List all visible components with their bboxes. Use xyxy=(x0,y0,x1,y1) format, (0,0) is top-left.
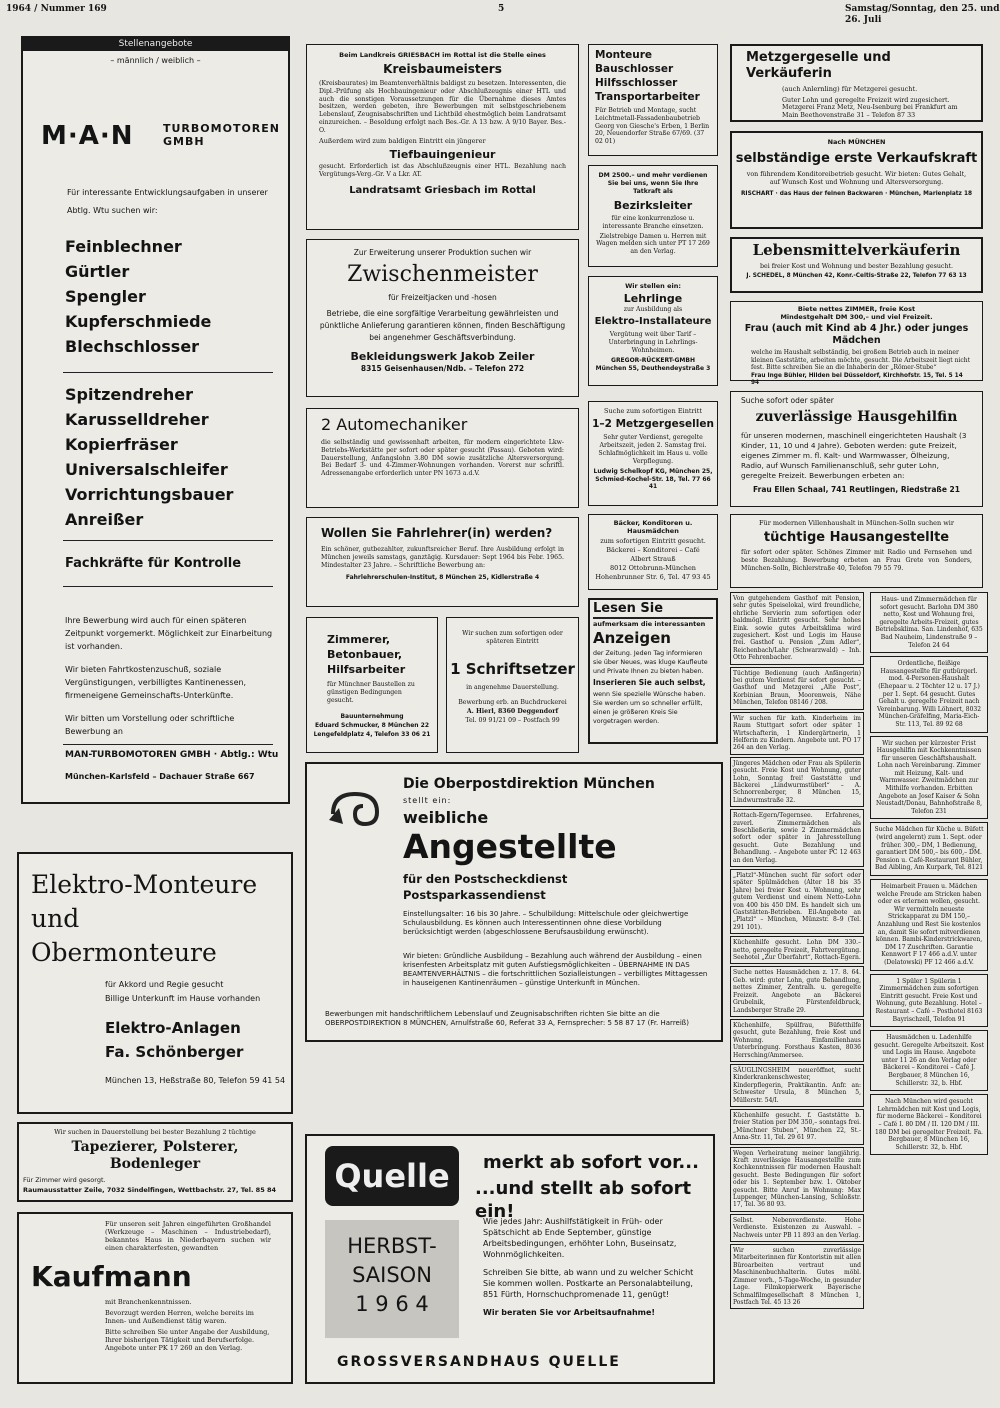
metzgergesellen-title: 1–2 Metzgergesellen xyxy=(592,418,714,431)
heimarbeit-ad: Heimarbeit Frauen u. Mädchen welche Freude am Stricken haben oder es erlernen wollen, gesucht. Wir vermitteln neueste Strickapparat zu DM 150,– Anzahlung und Rest Sie kostenlos an, damit Sie sofort mitverdienen können. Bambi-Kinderstrickwaren, DM 17 Zuschriften. Garantie Kennwort F 17 466 a.d.V. unter (Delatowski) PF 12 466 a.d.V. xyxy=(870,879,988,971)
monteure-title: Monteure Bauschlosser Hilfsschlosser Transportarbeiter xyxy=(595,49,700,103)
baecker-ad: Bäcker, Konditoren u. Hausmädchen zum sofortigen Eintritt gesucht. Bäckerei – Konditorei – Café Albert Strauß 8012 Ottobrunn-München Hohenbrunner Str. 6, Tel. 47 93 45 xyxy=(588,514,718,590)
zimmerer-ad: Zimmerer, Betonbauer, Hilfsarbeiter für Münchner Baustellen zu günstigen Bedingungen gesucht. Bauunternehmung Eduard Schmucker, 8 München 22 Lengefeldplatz 4, Telefon 33 06 21 xyxy=(306,617,438,753)
maedchen-aibling-ad: Suche Mädchen für Küche u. Büfett (wird angelernt) zum 1. Sept. oder früher. 300,– DM, 1 Bedienung, garantiert DM 500,– bis 600,– DM. Pension u. Café-Restaurant Bühler, Bad Aibling, Am Kurpark, Tel. 8121 xyxy=(870,822,988,876)
metzgergesellen-ad: Suche zum sofortigen Eintritt 1–2 Metzgergesellen Sehr guter Verdienst, geregelte Arbeitszeit, jeden 2. Samstag frei. Schlafmöglichkeit im Haus u. volle Verpflegung. Ludwig Schelkopf KG, München 25, Schmied-Kochel-Str. 18, Tel. 77 66 41 xyxy=(588,401,718,506)
man-paragraph-1: Ihre Bewerbung wird auch für einen späteren Zeitpunkt vorgemerkt. Möglichkeit zur Einarbeitung ist vorhanden. xyxy=(65,616,273,651)
verheiratung-ad: Wegen Verheiratung meiner langjährig. Kraft zuverlässige Hausangestellte zum Kochkenntnissen für modernen Haushalt gesucht. Beste Bedingungen für sofort oder bis 1. September bzw. 1. Oktober gesucht. Bitte Anruf in Wohnung: Max Luppenger, München-Lansing, Schloßstr. 17, Tel. 36 80 93. xyxy=(730,1147,864,1212)
elektro-monteure-ad: Elektro-Monteure und Obermonteure für Akkord und Regie gesucht Billige Unterkunft im Hause vorhanden Elektro-Anlagen Fa. Schönberger München 13, Heßstraße 80, Telefon 59 41 54 xyxy=(17,852,293,1114)
tapezierer-title: Tapezierer, Polsterer, Bodenleger xyxy=(71,1139,239,1173)
rottach-ad: Rottach-Egern/Tegernsee. Erfahrenes, zuverl. Zimmermädchen als Beschließerin, sowie 2 Zimmermädchen sofort oder später in Jahresstellung gesucht. Gute Bezahlung und Behandlung. – Angebote unter PC 12 463 an den Verlag. xyxy=(730,809,864,867)
hausangestellte-title: tüchtige Hausangestellte xyxy=(763,530,950,546)
frau-ad: Biete nettes ZIMMER, freie Kost Mindestgehalt DM 300,– und viel Freizeit. Frau (auch mit Kind ab 4 Jhr.) oder junges Mädchen welche im Haushalt selbständig, bei großem Betrieb auch in meiner kleinen Gaststätte, arbeiten möchte, gesucht. Die Arbeitszeit liegt nicht fest. Bitte schreiben Sie an die Inhaberin der „Römer-Stube“ Frau Inge Bühler, Hilden bei Düsseldorf, Kirchhofstr. 15, Tel. 5 14 94 xyxy=(730,301,983,381)
divider xyxy=(63,372,273,373)
haus-zimmermaedchen-ad: Haus- und Zimmermädchen für sofort gesucht. Barlohn DM 380 netto, Kost und Wohnung frei, geregelte Arbeits-Freizeit, gutes Betriebsklima. San. Lindenhof, 635 Bad Nauheim, Lindenstraße 9 – Telefon 24 64 xyxy=(870,592,988,653)
spueler-bayrischzell-ad: 1 Spüler 1 Spülerin 1 Zimmermädchen zum sofortigen Eintritt gesucht. Freie Kost und Wohnung, gute Bezahlung. Hotel – Restaurant – Café – Posthotel 8163 Bayrischzell, Telefon 91 xyxy=(870,974,988,1028)
verkaufskraft-title: selbständige erste Verkaufskraft xyxy=(735,151,978,167)
anzeigen-title: Anzeigen xyxy=(593,629,671,648)
divider xyxy=(63,744,273,745)
hausgehilfin-ad: Suche sofort oder später zuverlässige Hausgehilfin für unseren modernen, maschinell eingerichteten Haushalt (3 Kinder, 11, 10 und 4 Jahre). Geboten werden: gute Freizeit, eigenes Zimmer m. fl. Kalt- und Warmwasser, Ölheizung, Radio, auf Wunsch Familienanschluß, sehr guter Lohn, geregelte Freizeit. Bewerbungen erbeten an: Frau Ellen Schaal, 741 Reutlingen, Riedstraße 21 xyxy=(730,391,983,507)
section-subtitle: – männlich / weiblich – xyxy=(110,56,201,66)
tiefbau-title: Tiefbauingenieur xyxy=(389,147,496,161)
hausmaedchen-ad: Suche nettes Hausmädchen z. 17. 8. 64. Geb. wird: guter Lohn, gute Behandlung, nettes Zimmer, Zentralh. u. geregelte Freizeit. Angebote an Bäckerei Grubelnik, Fürstenfeldbruck, Landsberger Straße 29. xyxy=(730,966,864,1016)
lehrlinge-title: Lehrlinge xyxy=(623,292,683,306)
automechaniker-ad: 2 Automechaniker die selbständig und gewissenhaft arbeiten, für modern eingerichtete Lkw-Betriebs-Werkstätte per sofort oder später gesucht (Passau). Geboten wird: Dauerstellung, Anfangslohn 3.80 DM sowie zusätzliche Altersversorgung. Bei Bedarf 3- und 4-Zimmer-Wohnungen vorhanden. Vorerst nur schriftl. Adressenangabe erforderlich unter PN 1673 a.d.V. xyxy=(306,408,579,508)
tapezierer-ad: Wir suchen in Dauerstellung bei bester Bezahlung 2 tüchtige Tapezierer, Polsterer, Bodenleger Für Zimmer wird gesorgt. Raumausstatter Zeile, 7032 Sindelfingen, Wettbachstr. 27, Tel. 85 84 xyxy=(17,1122,293,1202)
elektro-title-2: und xyxy=(31,904,80,933)
section-title: Stellenangebote xyxy=(23,38,288,51)
man-address: München-Karlsfeld – Dachauer Straße 667 xyxy=(65,772,255,781)
saeuglingsheim-ad: SÄUGLINGSHEIM neueröffnet, sucht Kinderkrankenschwester, Kinderpflegerin, Praktikantin. Anfr. an: Schwester Ursula, 8 München 5, Müllerstr. 54/I. xyxy=(730,1064,864,1107)
zeiler-company: Bekleidungswerk Jakob Zeiler xyxy=(350,350,535,364)
servierin-ad: Von gutgehendem Gasthof mit Pension, sehr gutes Speiselokal, wird freundliche, ehrliche Servierin zum sofortigen oder baldmögl. Eintritt gesucht. Sehr hohes Eink. sowie gutes Arbeitsklima wird zugesichert. Kost und Logis im Hause frei. Gasthof u. Pension „Zum Adler“, Reichenbach/Lahr (Schwarzwald) – Inh. Otto Fehrenbacher. xyxy=(730,592,864,665)
elektro-company-1: Elektro-Anlagen xyxy=(105,1019,241,1037)
small-ads-column xyxy=(730,592,864,1394)
spuelerin-ad: Jüngeres Mädchen oder Frau als Spülerin gesucht. Freie Kost und Wohnung, guter Lohn, Sonntag frei! Gaststätte und Bäckerei „Lindwurmstüberl“ – A. Schnorrenberger, 8 München 15, Lindwurmstraße 32. xyxy=(730,757,864,807)
lehrmaedchen-ad: Nach München wird gesucht Lehrmädchen mit Kost und Logis, für moderne Bäckerei – Konditorei – Café I. 80 DM / II. 120 DM / III. 180 DM bei geregelter Freizeit. Fa. Bergbauer, 8 München 16, Schillerstr. 32, b. Hbf. xyxy=(870,1094,988,1155)
issue-number: 1964 / Nummer 169 xyxy=(6,4,107,14)
hausmaedchen-ladenhilfe-ad: Hausmädchen u. Ladenhilfe gesucht. Geregelte Arbeitszeit. Kost und Logis im Hause. Angebote unter 11 26 an den Verlag oder Bäckerei – Konditorei – Café J. Bergbauer, 8 München 16, Schillerstr. 32, b. Hbf. xyxy=(870,1030,988,1091)
zwischen-title: Zwischenmeister xyxy=(347,262,538,288)
job-list-1: Feinblechner Gürtler Spengler Kupferschmiede Blechschlosser xyxy=(65,237,212,356)
kaufmann-ad: Für unseren seit Jahren eingeführten Großhandel (Werkzeuge – Maschinen – Industriebedarf), bekanntes Haus in Niederbayern suchen wir einen charakterfesten, gewandten Kaufmann mit Branchenkenntnissen. Bevorzugt werden Herren, welche bereits im Innen- und Außendienst tätig waren. Bitte schreiben Sie unter Angabe der Ausbildung, Ihrer bisherigen Tätigkeit und Berufserfolge. Angebote unter PK 17 260 an den Verlag. xyxy=(17,1212,293,1384)
man-ad xyxy=(21,36,290,804)
monteure-ad: Monteure Bauschlosser Hilfsschlosser Transportarbeiter Für Betrieb und Montage, sucht Leichtmetall-Fassadenbaubetrieb Georg von Giesche's Erben, 1 Berlin 20, Neuendorfer Straße 67/69. (37 02 01) xyxy=(588,44,718,156)
schriftsetzer-title: 1 Schriftsetzer xyxy=(450,659,575,678)
elektro-title-3: Obermonteure xyxy=(31,938,217,967)
kinderheim-ad: Wir suchen für kath. Kinderheim im Raum Stuttgart sofort oder später 1 Wirtschafterin, 1 Kindergärtnerin, 1 Helferin zu Kindern. Angebote unt. PO 17 264 an den Verlag. xyxy=(730,712,864,755)
man-logo-text: TURBOMOTOREN GMBH xyxy=(163,122,280,148)
page-header xyxy=(0,0,1000,26)
man-company: MAN-TURBOMOTOREN GMBH · Abtlg.: Wtu xyxy=(65,750,279,760)
man-paragraph-2: Wir bieten Fahrtkostenzuschuß, soziale Vergünstigungen, verbilligtes Kantinenessen, firmeneigene Gemeinschafts-Unterkünfte. xyxy=(65,665,247,700)
forsthaus-ad: Küchenhilfe, Spülfrau, Büfetthilfe gesucht, gute Bezahlung, freie Kost und Wohnung. Einfamilienhaus Unterbringung. Forsthaus Kasten, 8036 Herrsching/Ammersee. xyxy=(730,1019,864,1062)
control-heading: Fachkräfte für Kontrolle xyxy=(65,556,242,571)
hausgehilfin-neustadt-ad: Wir suchen per kürzester Frist Hausgehilfin mit Kochkenntnissen für unseren Geschäftshaushalt. Lohn nach Vereinbarung. Zimmer mit Heizung, Kalt- und Warmwasser. Zweitmädchen zur Mithilfe vorhanden. Erbitten Angebote an Josef Kaiser & Sohn Neustadt/Donau, Bahnhofstraße 8, Telefon 231 xyxy=(870,736,988,820)
kreisbaumeister-ad: Beim Landkreis GRIESBACH im Rottal ist die Stelle eines Kreisbaumeisters (Kreisbaurates) im Beamtenverhältnis baldigst zu besetzen. Interessenten, die Dipl.-Prüfung als Hochbauingenieur oder Abschlußzeugnis einer HTL und auch die sonstigen Voraussetzungen für die Übernahme dieses Amtes besitzen, werden gebeten, ihre Bewerbungen mit selbstgeschriebenem Lebenslauf, Zeugnisabschriften und Lichtbild ehestmöglich beim Landratsamt einzureichen. – Besoldung erfolgt nach Bes.-Gr. A 13 bzw. A 9/10 Bayer. Bes.-O. Außerdem wird zum baldigen Eintritt ein jüngerer Tiefbauingenieur gesucht. Erforderlich ist das Abschlußzeugnis einer HTL. Bezahlung nach Vergütungs-Verg.-Gr. V a Lkr. AT. Landratsamt Griesbach im Rottal xyxy=(306,44,579,230)
man-intro: Für interessante Entwicklungsaufgaben in unserer Abtlg. Wtu suchen wir: xyxy=(67,188,268,215)
fahrlehrer-ad: Wollen Sie Fahrlehrer(in) werden? Ein schöner, gutbezahlter, zukunftsreicher Beruf. Ihre Ausbildung erfolgt in München jeweils samstags, ganztägig. Kursdauer: Sept 1964 bis Febr. 1965. Mindestalter 23 Jahre. – Schriftliche Bewerbung an: Fahrlehrerschulen-Institut, 8 München 25, Kidlerstraße 4 xyxy=(306,517,579,607)
quelle-logo: Quelle xyxy=(325,1146,459,1206)
issue-date: Samstag/Sonntag, den 25. und 26. Juli xyxy=(845,4,1000,26)
oberpostdirektion-ad: Die Oberpostdirektion München stellt ein: weibliche Angestellte für den Postscheckdienst Postsparkassendienst Einstellungsalter: 16 bis 30 Jahre. – Schulbildung: Mittelschule oder gleichwertige Schulausbildung. Es können auch Interessentinnen ohne diese Vorbildung berücksichtigt werden (abgeschlossene Berufsausbildung erwünscht). Wir bieten: Gründliche Ausbildung – Bezahlung auch während der Ausbildung – einen krisenfesten Arbeitsplatz mit guten Aufstiegsmöglichkeiten – ÜBERNAHME IN DAS BEAMTENVERHÄLTNIS – die fortschrittlichen Sozialleistungen – verbilligtes Mittagessen in hauseigenen Kantinenräumen – günstige Unterkunft in München. Bewerbungen mit handschriftlichem Lebenslauf und Zeugnisabschriften richten Sie bitte an die OBERPOSTDIREKTION 8 MÜNCHEN, Arnulfstraße 60, Referat 33 A, Fernsprecher: 5 58 87 17 (Fr. Harreiß) xyxy=(305,762,723,1042)
muenchner-stuben-ad: Küchenhilfe gesucht. f. Gaststätte b. freier Station per DM 350,– sonntags frei. „Münchner Stuben“, München 22, St.-Anna-Str. 11, Tel. 29 61 97. xyxy=(730,1109,864,1145)
man-logo: M·A·N xyxy=(41,121,134,151)
hausgehilfin-title: zuverlässige Hausgehilfin xyxy=(755,409,958,426)
platzl-ad: „Platzl“-München sucht für sofort oder später Spülmädchen (Alter 18 bis 35 Jahre) bei freier Kost u. Wohnung, sehr gutem Verdienst und einem Netto-Lohn von 400 bis 450 DM. Es handelt sich um Gaststätten-Betrieben. Eil-Angebote an „Platzl“ – München, Münzstr. 8–9 (Tel. 291 101). xyxy=(730,869,864,934)
lesen-sie-ad: Lesen Sie aufmerksam die interessanten Anzeigen der Zeitung. Jeden Tag informieren sie über Neues, was kluge Kaufleute und Private Ihnen zu bieten haben. Inserieren Sie auch selbst, wenn Sie spezielle Wünsche haben. Sie werden um so schneller erfüllt, einen je größeren Kreis Sie vorgetragen werden. xyxy=(588,598,718,744)
bezirksleiter-ad: DM 2500.– und mehr verdienen Sie bei uns, wenn Sie Ihre Tatkraft als Bezirksleiter für eine konkurrenzlose u. interessante Branche einsetzen. Zielstrebige Damen u. Herren mit Wagen melden sich unter PT 17 269 an den Verlag. xyxy=(588,165,718,267)
metzgergeselle-verkaeuferin-ad: Metzgergeselle und Verkäuferin (auch Anlernling) für Metzgerei gesucht. Guter Lohn und geregelte Freizeit wird zugesichert. Metzgerei Franz Metz, Neu-Isenburg bei Frankfurt am Main Beethovenstraße 31 – Telefon 87 33 xyxy=(730,44,983,122)
zimmerer-title: Zimmerer, Betonbauer, Hilfsarbeiter xyxy=(327,633,406,676)
verkaufskraft-ad: Nach MÜNCHEN selbständige erste Verkaufskraft von führendem Konditoreibetrieb gesucht. Wir bieten: Gutes Gehalt, auf Wunsch Kost und Wohnung und Altersversorgung. RISCHART · das Haus der feinen Backwaren · München, Marienplatz 18 xyxy=(730,131,983,229)
fahrlehrer-title: Wollen Sie Fahrlehrer(in) werden? xyxy=(321,526,553,540)
herbst-saison-box: HERBST- SAISON 1 9 6 4 xyxy=(325,1220,459,1338)
kreis-sign: Landratsamt Griesbach im Rottal xyxy=(349,184,536,196)
bezirksleiter-title: Bezirksleiter xyxy=(613,199,693,213)
divider xyxy=(63,586,273,587)
hausangestellte-solln-ad: Für modernen Villenhaushalt in München-Solln suchen wir tüchtige Hausangestellte für sofort oder später. Schönes Zimmer mit Radio und Fernsehen und beste Bezahlung. Bewerbung erbeten an Frau Grete von Sonders, München-Solln, Bichlerstraße 40, Telefon 79 55 79. xyxy=(730,514,983,588)
automech-title: 2 Automechaniker xyxy=(321,415,468,434)
right-ads-column xyxy=(870,592,988,1394)
kuechenhilfe-ad: Küchenhilfe gesucht. Lohn DM 330.– netto, geregelte Freizeit, Fahrtvergütung. Seehotel „Zur Überfahrt“, Rottach-Egern. xyxy=(730,936,864,964)
lebensmittelverkaeuferin-ad: Lebensmittelverkäuferin bei freier Kost und Wohnung und bester Bezahlung gesucht. J. SCHEDEL, 8 München 42, Konr.-Celtis-Straße 22, Telefon 77 63 13 xyxy=(730,237,983,293)
nebenverdienst-ad: Selbst. Nebenverdienste. Hohe Verdienste. Existenzen zu Auswahl. – Nachweis unter PB 11 893 an den Verlag. xyxy=(730,1214,864,1242)
elektro-company-2: Fa. Schönberger xyxy=(105,1043,244,1061)
quelle-ad: Quelle merkt ab sofort vor... ...und stellt ab sofort ein! HERBST- SAISON 1 9 6 4 Wie jedes Jahr: Aushilfstätigkeit in Früh- oder Spätschicht ab Ende September, günstige Arbeitsbedingungen, erhöhter Lohn, Buseinsatz, Wohnmöglichkeiten. Schreiben Sie bitte, ab wann und zu welcher Schicht Sie kommen wollen. Postkarte an Personalabteilung, 851 Fürth, Hornschuchpromenade 11, genügt! Wir beraten Sie vor Arbeitsaufnahme! GROSSVERSANDHAUS QUELLE xyxy=(305,1134,715,1384)
page-number: 5 xyxy=(498,4,505,14)
zwischenmeister-ad: Zur Erweiterung unserer Produktion suchen wir Zwischenmeister für Freizeitjacken und -hosen Betriebe, die eine sorgfältige Verarbeitung gewährleisten und pünktliche Anlieferung garantieren können, finden Beschäftigung bei angenehmer Geschäftsverbindung. Bekleidungswerk Jakob Zeiler 8315 Geisenhausen/Ndb. – Telefon 272 xyxy=(306,239,579,397)
elektro-installateure-title: Elektro-Installateure xyxy=(594,315,712,327)
angestellte-title: Angestellte xyxy=(403,827,617,866)
kaufmann-title: Kaufmann xyxy=(31,1259,192,1293)
man-paragraph-3: Wir bitten um Vorstellung oder schriftliche Bewerbung an xyxy=(65,714,235,736)
quelle-footer: GROSSVERSANDHAUS QUELLE xyxy=(337,1354,621,1370)
kontoristin-ad: Wir suchen zuverlässige Mitarbeiterinnen für Kontoristin mit allen Büroarbeiten vertraut und Maschinenbuchhalterin. Gutes möbl. Zimmer vorh., 5-Tage-Woche, in gesunder Lage. Filmkopierwerk Bayerische Schmalfilmgesellschaft 8 München 1, Postfach Tel. 45 13 26 xyxy=(730,1244,864,1309)
posthorn-icon xyxy=(325,784,385,837)
hausangestellte-graefelfing-ad: Ordentliche, fleißige Hausangestellte für gutbürgerl. mod. 4-Personen-Haushalt (Ehepaar u. 2 Töchter 12 u. 17 J.) per 1. Sept. 64 gesucht. Gutes Gehalt u. geregelte Freizeit nach Vereinbarung. Willi Löhnert, 8032 München-Gräfelfing, Maria-Eich-Str. 113, Tel. 89 92 68 xyxy=(870,656,988,732)
bedienung-ad: Tüchtige Bedienung (auch Anfängerin) bei gutem Verdienst für sofort gesucht. – Gasthof und Metzgerei „Alte Post“, Korbinian Braun, Moorenweis, Nähe München, Telefon 08146 / 208. xyxy=(730,667,864,710)
schriftsetzer-ad: Wir suchen zum sofortigen oder späteren Eintritt 1 Schriftsetzer in angenehme Dauerstellung. Bewerbung erb. an Buchdruckerei A. Hierl, 8360 Deggendorf Tel. 09 91/21 09 – Postfach 99 xyxy=(446,617,579,753)
job-list-2: Spitzendreher Karusselldreher Kopierfräser Universalschleifer Vorrichtungsbauer Anreißer xyxy=(65,385,234,529)
lesen-title: Lesen Sie xyxy=(593,601,713,619)
elektro-address: München 13, Heßstraße 80, Telefon 59 41 54 xyxy=(105,1076,286,1085)
divider xyxy=(63,540,273,541)
lebensmittel-title: Lebensmittelverkäuferin xyxy=(752,241,961,259)
kreis-title: Kreisbaumeisters xyxy=(383,62,502,77)
lehrlinge-ad: Wir stellen ein: Lehrlinge zur Ausbildung als Elektro-Installateure Vergütung weit über Tarif – Unterbringung in Lehrlings-Wohnheimen. GREGOR-RÜCKERT-GMBH München 55, Deuthendeystraße 3 xyxy=(588,276,718,386)
metzgergeselle-title: Metzgergeselle und Verkäuferin xyxy=(746,50,891,82)
elektro-title-1: Elektro-Monteure xyxy=(31,870,258,899)
frau-title: Frau (auch mit Kind ab 4 Jhr.) oder junges Mädchen xyxy=(744,323,969,347)
